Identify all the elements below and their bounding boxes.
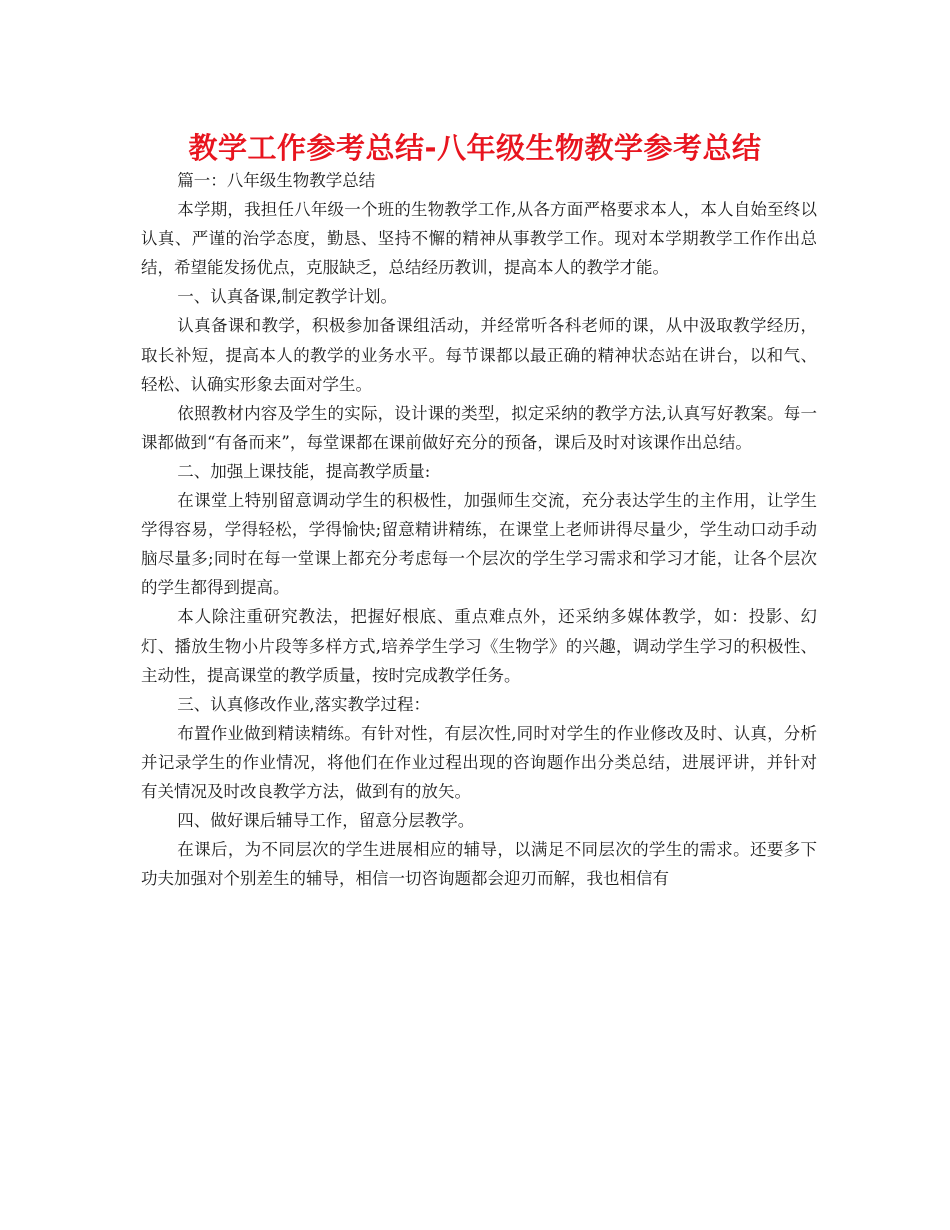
- body-paragraph: 在课后，为不同层次的学生进展相应的辅导，以满足不同层次的学生的需求。还要多下功夫加强对个别差生的辅导，相信一切咨询题都会迎刃而解，我也相信有: [141, 840, 817, 889]
- section-heading: 一、认真备课,制定教学计划。: [177, 287, 398, 307]
- body-paragraph: 在课堂上特别留意调动学生的积极性，加强师生交流，充分表达学生的主作用，让学生学得容易，学得轻松，学得愉快;留意精讲精练，在课堂上老师讲得尽量少，学生动口动手动脑尽量多;同时在每一堂课上都充分考虑每一个层次的学生学习需求和学习才能，让各个层次的学生都得到提高。: [141, 491, 817, 598]
- body-paragraph: 认真备课和教学，积极参加备课组活动，并经常听各科老师的课，从中汲取教学经历，取长补短，提高本人的教学的业务水平。每节课都以最正确的精神状态站在讲台，以和气、轻松、认确实形象去面对学生。: [141, 316, 817, 394]
- body-paragraph: 依照教材内容及学生的实际，设计课的类型，拟定采纳的教学方法,认真写好教案。每一课都做到“有备而来”，每堂课都在课前做好充分的预备，课后及时对该课作出总结。: [141, 403, 817, 452]
- section-heading: 二、加强上课技能，提高教学质量:: [177, 461, 431, 481]
- body-paragraph: 本学期，我担任八年级一个班的生物教学工作,从各方面严格要求本人，本人自始至终以认真、严谨的治学态度，勤恳、坚持不懈的精神从事教学工作。现对本学期教学工作作出总结，希望能发扬优点，克服缺乏，总结经历教训，提高本人的教学才能。: [141, 200, 817, 278]
- body-paragraph: 布置作业做到精读精练。有针对性，有层次性,同时对学生的作业修改及时、认真，分析并记录学生的作业情况，将他们在作业过程出现的咨询题作出分类总结，进展评讲，并针对有关情况及时改良教学方法，做到有的放矢。: [141, 723, 817, 801]
- document-title: 教学工作参考总结-八年级生物教学参考总结: [188, 131, 762, 165]
- section-heading: 三、认真修改作业,落实教学过程：: [177, 694, 431, 714]
- section-heading: 四、做好课后辅导工作，留意分层教学。: [177, 811, 475, 831]
- body-paragraph: 本人除注重研究教法，把握好根底、重点难点外，还采纳多媒体教学，如：投影、幻灯、播放生物小片段等多样方式,培养学生学习《生物学》的兴趣，调动学生学习的积极性、主动性，提高课堂的教学质量，按时完成教学任务。: [141, 607, 817, 685]
- document-body: [141, 166, 817, 893]
- section-subtitle: 篇一：八年级生物教学总结: [177, 171, 376, 190]
